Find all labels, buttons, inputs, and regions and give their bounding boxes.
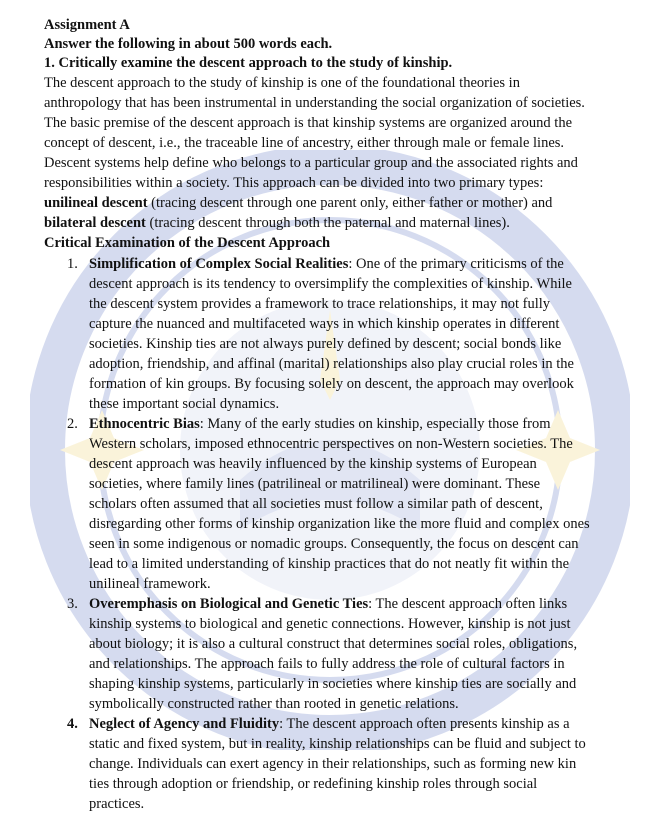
bilateral-definition: (tracing descent through both the paternal and maternal lines). <box>145 215 510 231</box>
list-item-first-line <box>89 595 567 614</box>
question-heading: 1. Critically examine the descent approach to the study of kinship. <box>44 55 453 71</box>
section-heading: Critical Examination of the Descent Approach <box>44 235 331 251</box>
list-item-text: : The descent approach often links <box>368 596 568 612</box>
list-item-line: adoption, friendship, and affinal (marital) relationships also play crucial roles in the <box>89 356 574 372</box>
list-item-line: capture the nuanced and multifaceted ways in which kinship operates in different <box>89 316 560 332</box>
list-item-title: Neglect of Agency and Fluidity <box>89 716 280 732</box>
list-item-line: descent approach is its tendency to oversimplify the complexities of kinship. While <box>89 276 572 292</box>
paragraph-line: concept of descent, i.e., the traceable line of ancestry, either through male or female lines. <box>44 135 565 151</box>
list-item-line: change. Individuals can exert agency in their relationships, such as forming new kin <box>89 756 577 772</box>
list-item-first-line <box>89 255 564 274</box>
paragraph-line <box>44 194 552 213</box>
list-number: 3. <box>67 596 78 612</box>
list-item-line: formation of kin groups. By focusing solely on descent, the approach may overlook <box>89 376 574 392</box>
list-item-line: symbolically constructed rather than rooted in genetic relations. <box>89 696 459 712</box>
list-item-line: disregarding other forms of kinship organization like the more fluid and complex ones <box>89 516 590 532</box>
unilineal-term: unilineal descent <box>44 195 148 211</box>
list-item-line: descent approach was heavily influenced by the kinship systems of European <box>89 456 537 472</box>
list-item-line: and relationships. The approach fails to fully address the role of cultural factors in <box>89 656 565 672</box>
list-number: 2. <box>67 416 78 432</box>
list-item-first-line <box>89 715 570 734</box>
list-item-line: ties through adoption or friendship, or redefining kinship roles through social <box>89 776 538 792</box>
list-item-text: : The descent approach often presents kinship as a <box>279 716 570 732</box>
unilineal-definition: (tracing descent through one parent only, either father or mother) and <box>147 195 553 211</box>
list-item-title: Simplification of Complex Social Realities <box>89 256 349 272</box>
list-item-first-line <box>89 415 551 434</box>
list-item-line: shaping kinship systems, particularly in societies where kinship ties are socially and <box>89 676 577 692</box>
list-item-line: lead to a limited understanding of kinship practices that do not neatly fit within the <box>89 556 570 572</box>
list-item-line: Western scholars, imposed ethnocentric perspectives on non-Western societies. The <box>89 436 573 452</box>
list-item-line: unilineal framework. <box>89 576 211 592</box>
list-item-line: the descent system provides a framework to trace relationships, it may not fully <box>89 296 551 312</box>
list-item-line: static and fixed system, but in reality, kinship relationships can be fluid and subject to <box>89 736 586 752</box>
paragraph-line: Descent systems help define who belongs to a particular group and the associated rights and <box>44 155 578 171</box>
list-number: 1. <box>67 256 78 272</box>
list-item-line: seen in some indigenous or nomadic groups. Consequently, the focus on descent can <box>89 536 579 552</box>
assignment-heading: Assignment A <box>44 17 130 33</box>
paragraph-line: The descent approach to the study of kinship is one of the foundational theories in <box>44 75 520 91</box>
list-item-line: societies, where family lines (patrilineal or matrilineal) were dominant. These <box>89 476 541 492</box>
list-number: 4. <box>67 716 78 732</box>
list-item-line: kinship systems to biological and genetic connections. However, kinship is not just <box>89 616 571 632</box>
list-item-title: Ethnocentric Bias <box>89 416 200 432</box>
list-item-text: : Many of the early studies on kinship, especially those from <box>199 416 551 432</box>
paragraph-line: anthropology that has been instrumental in understanding the social organization of societies. <box>44 95 585 111</box>
bilateral-term: bilateral descent <box>44 215 146 231</box>
list-item-text: : One of the primary criticisms of the <box>348 256 564 272</box>
paragraph-line: The basic premise of the descent approach is that kinship systems are organized around the <box>44 115 573 131</box>
list-item-line: these important social dynamics. <box>89 396 280 412</box>
list-item-line: scholars often assumed that all societies must follow a similar path of descent, <box>89 496 543 512</box>
paragraph-line: responsibilities within a society. This approach can be divided into two primary types: <box>44 175 544 191</box>
list-item-line: societies. Kinship ties are not always purely defined by descent; social bonds like <box>89 336 562 352</box>
instruction-heading: Answer the following in about 500 words each. <box>44 36 333 52</box>
list-item-title: Overemphasis on Biological and Genetic Ties <box>89 596 369 612</box>
list-item-line: practices. <box>89 796 145 812</box>
list-item-line: about biology; it is also a cultural construct that determines social roles, obligations, <box>89 636 578 652</box>
paragraph-line <box>44 214 510 233</box>
